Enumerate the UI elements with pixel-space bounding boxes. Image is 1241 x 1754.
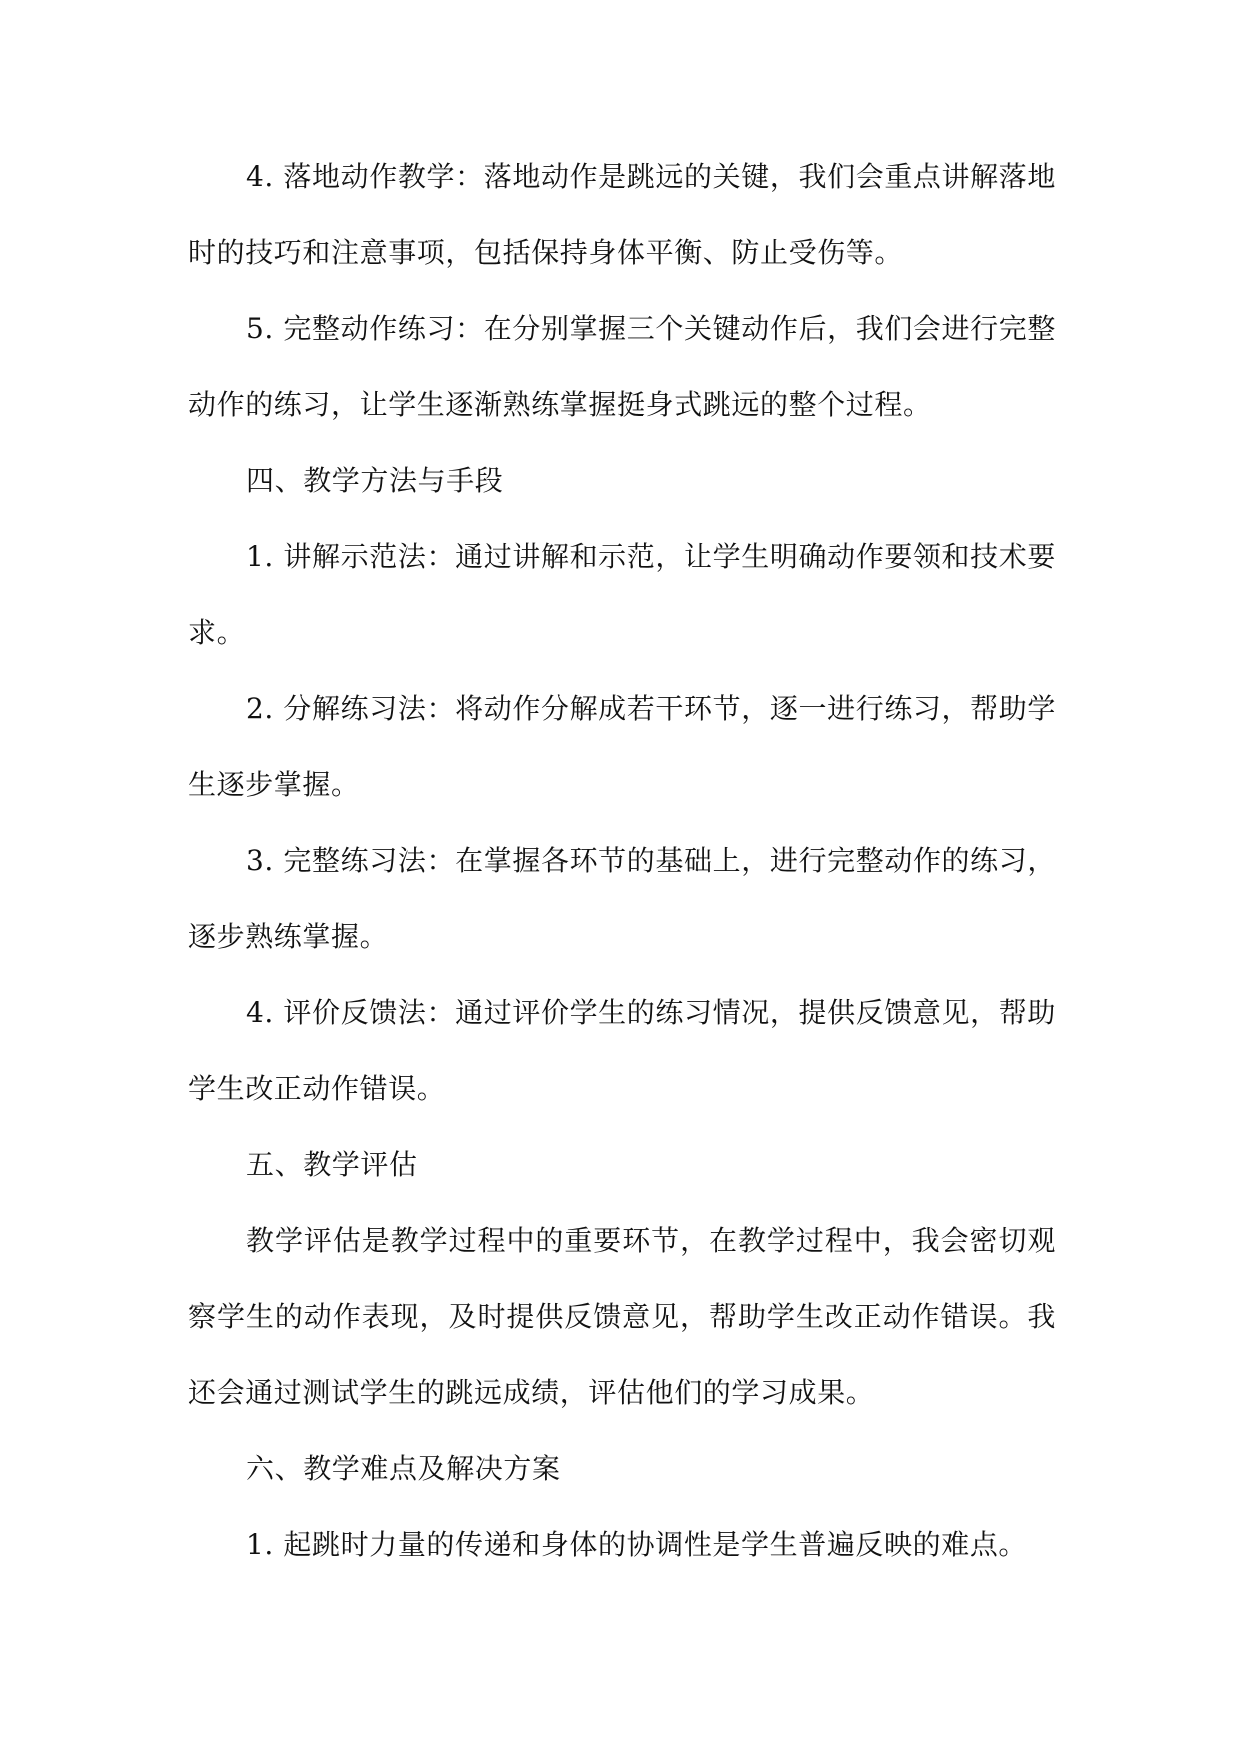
paragraph-complete-practice: 5. 完整动作练习：在分别掌握三个关键动作后，我们会进行完整动作的练习，让学生逐渐熟练掌握挺身式跳远的整个过程。 <box>188 312 1056 421</box>
paragraph-complete-method: 3. 完整练习法：在掌握各环节的基础上，进行完整动作的练习，逐步熟练掌握。 <box>188 844 1056 953</box>
paragraph-decomposition-method: 2. 分解练习法：将动作分解成若干环节，逐一进行练习，帮助学生逐步掌握。 <box>188 692 1056 801</box>
section-heading-teaching-methods: 四、教学方法与手段 <box>246 464 504 497</box>
paragraph-evaluation: 教学评估是教学过程中的重要环节，在教学过程中，我会密切观察学生的动作表现，及时提供反馈意见，帮助学生改正动作错误。我还会通过测试学生的跳远成绩，评估他们的学习成果。 <box>188 1224 1056 1409</box>
section-heading-difficulties: 六、教学难点及解决方案 <box>246 1452 561 1485</box>
paragraph-feedback-method: 4. 评价反馈法：通过评价学生的练习情况，提供反馈意见，帮助学生改正动作错误。 <box>188 996 1056 1105</box>
paragraph-landing-technique: 4. 落地动作教学：落地动作是跳远的关键，我们会重点讲解落地时的技巧和注意事项，包括保持身体平衡、防止受伤等。 <box>188 160 1056 269</box>
section-heading-teaching-evaluation: 五、教学评估 <box>246 1148 418 1181</box>
paragraph-demonstration-method: 1. 讲解示范法：通过讲解和示范，让学生明确动作要领和技术要求。 <box>188 540 1056 649</box>
paragraph-difficulty-1: 1. 起跳时力量的传递和身体的协调性是学生普遍反映的难点。 <box>246 1528 1028 1561</box>
document-body <box>188 139 1056 1583</box>
